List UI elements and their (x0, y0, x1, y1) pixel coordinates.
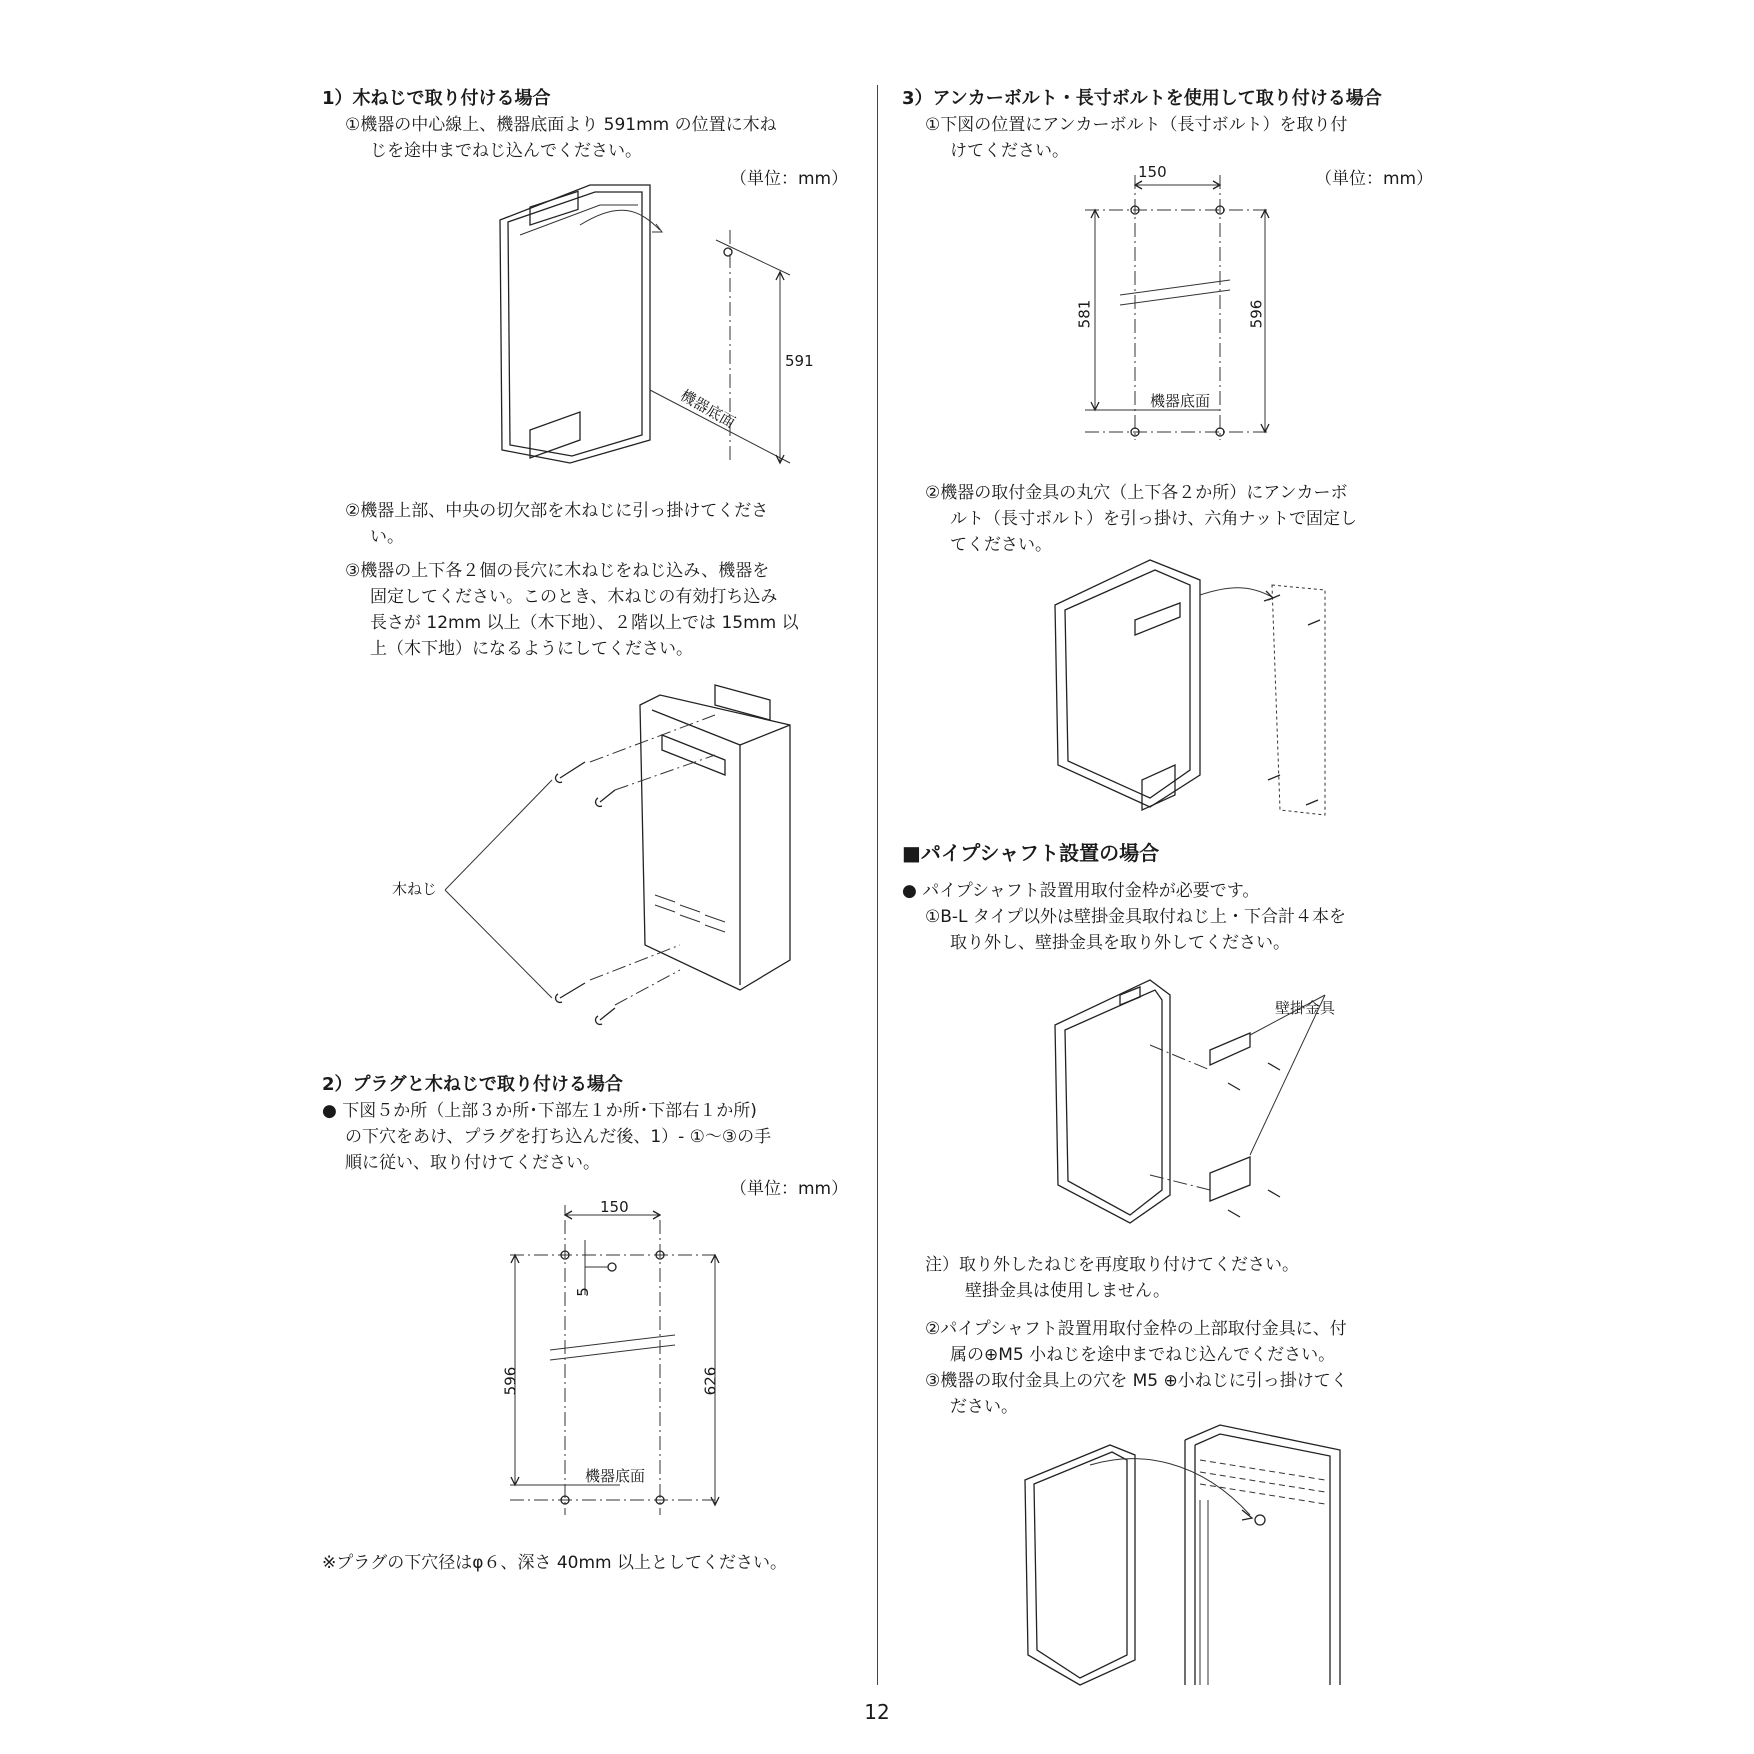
section-3-unit: （単位：mm） (1315, 169, 1434, 189)
section-2-bullet-line1: ● 下図５か所（上部３か所･下部左１か所･下部右１か所) (322, 1101, 757, 1121)
section-2-bullet-line2: の下穴をあけ、プラグを打ち込んだ後、1）- ①～③の手 (345, 1127, 772, 1147)
pipe-shaft-heading: ■パイプシャフト設置の場合 (902, 841, 1160, 865)
pipe-shaft-step1-line2: 取り外し、壁掛金具を取り外してください。 (950, 933, 1290, 953)
m5-screw (1255, 1515, 1265, 1525)
figure-wood-screw-position (490, 180, 820, 470)
screw-point (724, 248, 732, 256)
page-number: 12 (864, 1700, 890, 1724)
column-divider (877, 85, 878, 1685)
wood-screw-icons (556, 762, 615, 1024)
pipe-shaft-step1-line1: ①B-L タイプ以外は壁掛金具取付ねじ上・下合計４本を (925, 907, 1347, 927)
arrow-curve (580, 210, 660, 230)
section-1-step2-line1: ②機器上部、中央の切欠部を木ねじに引っ掛けてくださ (345, 501, 769, 521)
section-2-heading: 2）プラグと木ねじで取り付ける場合 (322, 1074, 623, 1095)
section-1-step3-line3: 長さが 12mm 以上（木下地）、２階以上では 15mm 以 (370, 613, 799, 633)
pipe-shaft-note-line1: 注）取り外したねじを再度取り付けてください。 (925, 1255, 1299, 1275)
device-bottom-label-2: 機器底面 (585, 1467, 646, 1485)
section-2-unit: （単位：mm） (730, 1179, 849, 1199)
water-heater-drawing (640, 685, 790, 990)
pipe-shaft-step3-line1: ③機器の取付金具上の穴を M5 ⊕小ねじに引っ掛けてく (925, 1371, 1348, 1391)
dim-596-label-1: 596 (501, 1366, 520, 1396)
section-3-step1-line2: けてください。 (950, 141, 1069, 161)
section-1-heading: 1）木ねじで取り付ける場合 (322, 88, 551, 109)
dim-150-label-2: 150 (1138, 163, 1167, 181)
water-heater-drawing (1055, 560, 1200, 810)
section-2-note: ※プラグの下穴径はφ６、深さ 40mm 以上としてください。 (322, 1553, 788, 1573)
section-1-step3-line2: 固定してください。このとき、木ねじの有効打ち込み (370, 587, 778, 607)
section-1-step2-line2: い。 (370, 527, 404, 547)
section-1-step1-line1: ①機器の中心線上、機器底面より 591mm の位置に木ね (345, 115, 777, 135)
section-1-step3-line1: ③機器の上下各２個の長穴に木ねじをねじ込み、機器を (345, 561, 770, 581)
figure-wood-screw-mounting (440, 680, 820, 1030)
device-bottom-label-1: 機器底面 (677, 386, 739, 432)
dim-596-label-2: 596 (1247, 299, 1266, 329)
figure-anchor-bolt-mounting (1050, 555, 1340, 815)
figure-pipe-shaft-mounting (1020, 1420, 1360, 1690)
section-3-step1-line1: ①下図の位置にアンカーボルト（長寸ボルト）を取り付 (925, 115, 1348, 135)
pipe-shaft-step2-line2: 属の⊕M5 小ねじを途中までねじ込んでください。 (950, 1345, 1336, 1365)
dim-591-label: 591 (785, 352, 814, 370)
section-1-unit: （単位：mm） (730, 169, 849, 189)
pipe-shaft-bullet: ● パイプシャフト設置用取付金枠が必要です。 (902, 881, 1260, 901)
dim-626-label: 626 (701, 1366, 720, 1396)
section-3-heading: 3）アンカーボルト・長寸ボルトを使用して取り付ける場合 (902, 88, 1382, 109)
section-3-step2-line2: ルト（長寸ボルト）を引っ掛け、六角ナットで固定し (950, 509, 1357, 529)
lower-wall-bracket (1210, 1157, 1250, 1201)
section-1-step3-line4: 上（木下地）になるようにしてください。 (370, 639, 693, 659)
pipe-shaft-note-line2: 壁掛金具は使用しません。 (965, 1281, 1171, 1301)
pipe-shaft-step3-line2: ださい。 (950, 1397, 1018, 1417)
bracket-screw-icons (1228, 1063, 1280, 1217)
section-3-step2-line3: てください。 (950, 535, 1052, 555)
water-heater-drawing (1025, 1445, 1135, 1685)
upper-wall-bracket (1210, 1033, 1250, 1065)
section-2-bullet-line3: 順に従い、取り付けてください。 (345, 1153, 600, 1173)
dim-581-label: 581 (1075, 299, 1094, 329)
dim-150-label-1: 150 (600, 1198, 629, 1216)
section-1-step1-line2: じを途中までねじ込んでください。 (370, 141, 642, 161)
water-heater-drawing (500, 185, 650, 463)
pipe-shaft-step2-line1: ②パイプシャフト設置用取付金枠の上部取付金具に、付 (925, 1319, 1347, 1339)
device-bottom-label-3: 機器底面 (1150, 392, 1211, 410)
wall-bracket-label: 壁掛金具 (1275, 999, 1336, 1017)
dim-5-label: 5 (573, 1287, 592, 1297)
wood-screw-label: 木ねじ (392, 880, 438, 898)
water-heater-drawing (1055, 980, 1170, 1223)
section-3-step2-line1: ②機器の取付金具の丸穴（上下各２か所）にアンカーボ (925, 483, 1348, 503)
